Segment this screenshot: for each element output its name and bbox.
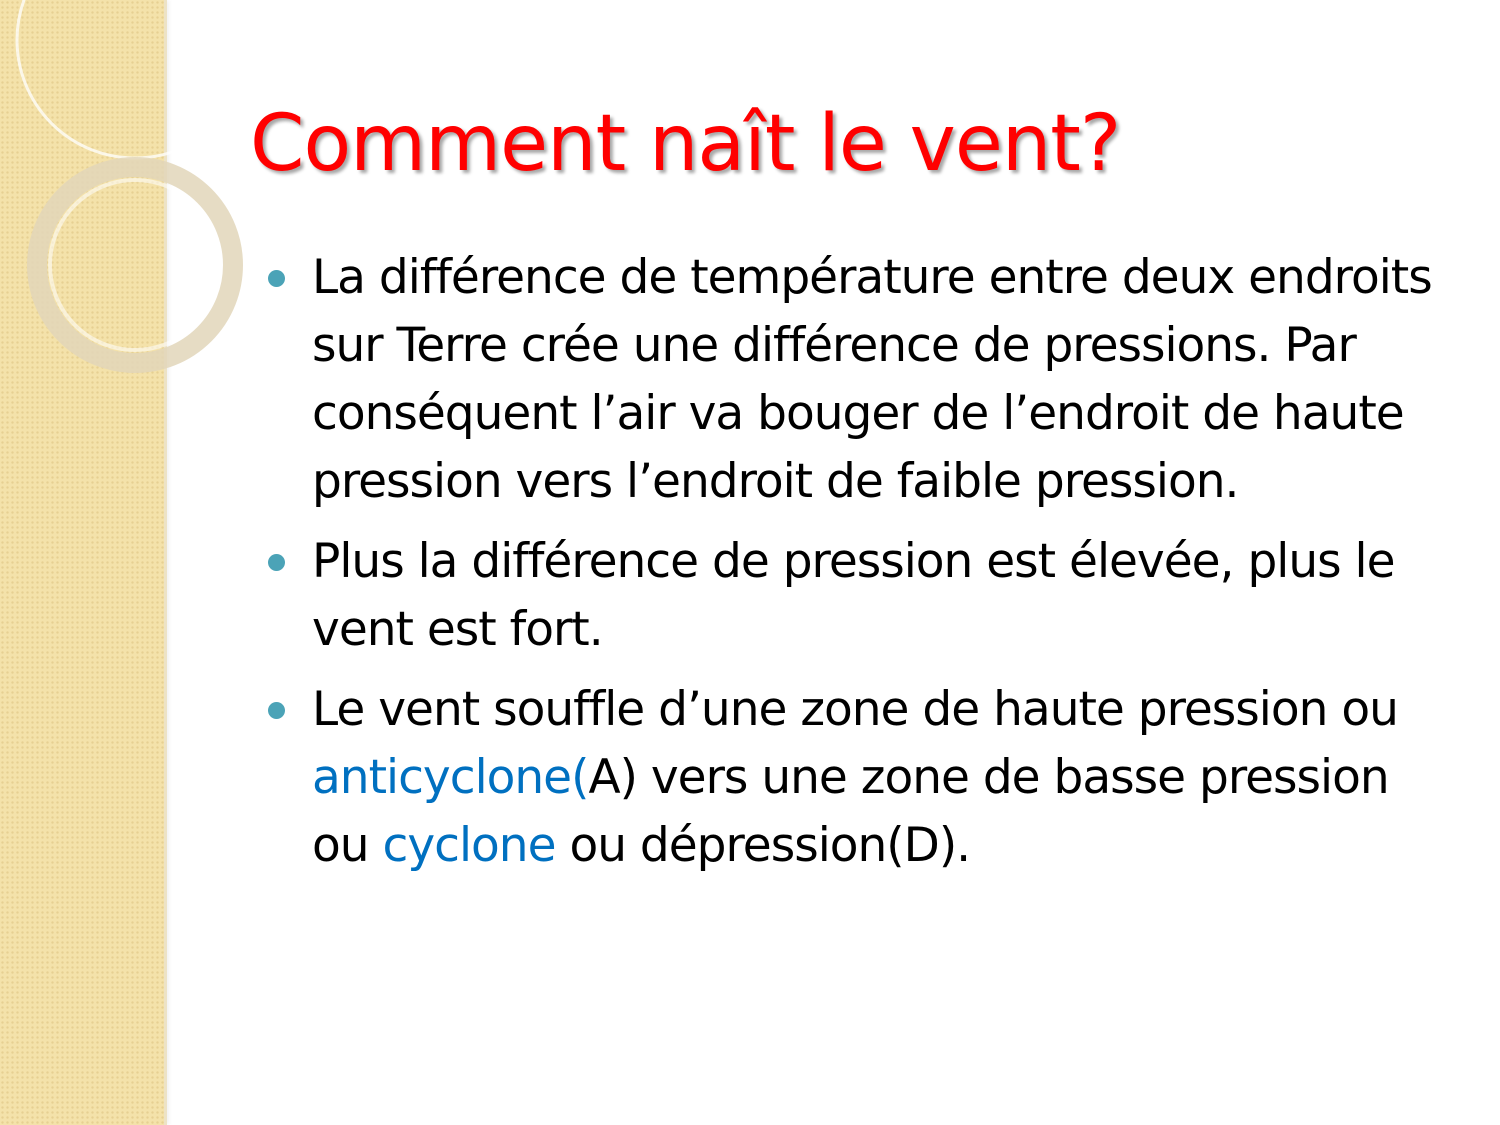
highlight-anticyclone: anticyclone( (312, 750, 589, 805)
bullet-item (264, 528, 1454, 664)
bullet-dot-icon (268, 702, 285, 719)
highlight-cyclone: cyclone (382, 818, 556, 873)
bullet-dot-icon (268, 270, 285, 287)
bullet-text: ou dépression(D). (555, 818, 971, 873)
slide-title: Comment naît le vent? (250, 99, 1121, 189)
bullet-text: La différence de température entre deux endroits sur Terre crée une différence de pressions. Par conséquent l’air va bouger de l’endroit de haute pression vers l’endroit de faible pression. (312, 250, 1432, 509)
decorative-rings (0, 0, 300, 500)
bullet-text: Plus la différence de pression est élevée, plus le vent est fort. (312, 534, 1395, 657)
bullet-dot-icon (268, 554, 285, 571)
bullet-item (264, 676, 1454, 880)
bullet-list (264, 244, 1454, 892)
bullet-text: A) vers une zone de basse pression ou (312, 750, 1389, 873)
bullet-text: Le vent souffle d’une zone de haute pression ou (312, 682, 1398, 737)
bullet-item (264, 244, 1454, 516)
